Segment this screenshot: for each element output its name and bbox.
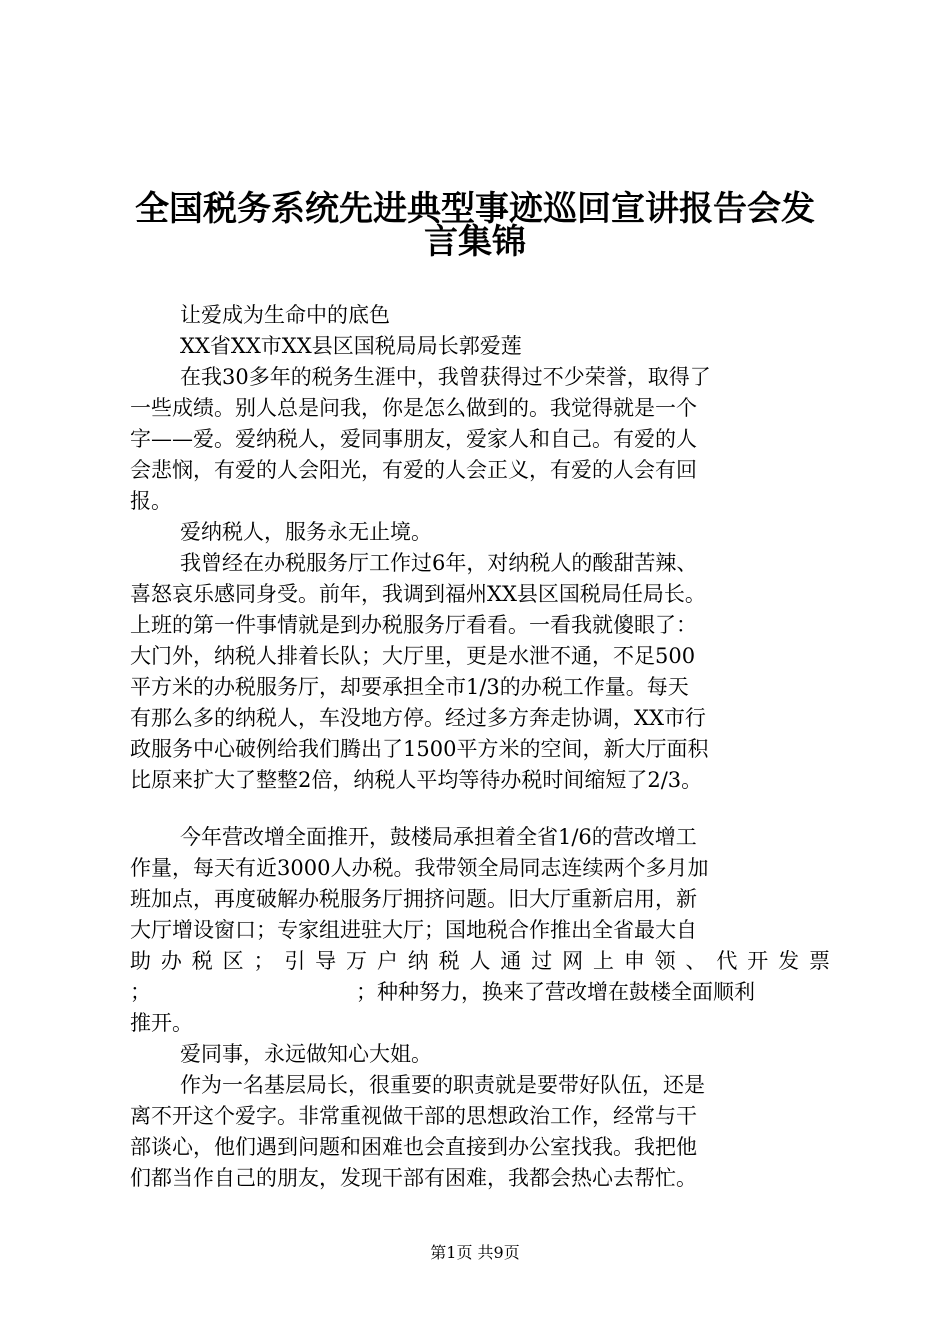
page-footer: 第1页 共9页 xyxy=(430,1243,520,1262)
subheading: 爱纳税人，服务永无止境。 xyxy=(180,520,432,544)
paragraph-line: 推开。 xyxy=(130,1011,193,1035)
document-title-line-1: 全国税务系统先进典型事迹巡回宣讲报告会发 xyxy=(135,189,815,229)
paragraph-line: 助办税区；引导万户纳税人通过网上申领、代开发票 xyxy=(130,949,830,973)
section-heading: 让爱成为生命中的底色 xyxy=(180,303,390,327)
paragraph-line: 离不开这个爱字。非常重视做干部的思想政治工作，经常与干 xyxy=(130,1104,697,1128)
document-title-line-2: 言集锦 xyxy=(424,222,526,262)
paragraph-line: 班加点，再度破解办税服务厅拥挤问题。旧大厅重新启用，新 xyxy=(130,887,697,911)
paragraph-line: 有那么多的纳税人，车没地方停。经过多方奔走协调，XX市行 xyxy=(130,706,706,730)
paragraph-line: 喜怒哀乐感同身受。前年，我调到福州XX县区国税局任局长。 xyxy=(130,582,706,606)
paragraph-line: 部谈心，他们遇到问题和困难也会直接到办公室找我。我把他 xyxy=(130,1135,697,1159)
paragraph-line: 作量，每天有近3000人办税。我带领全局同志连续两个多月加 xyxy=(130,856,709,880)
paragraph-line: 我曾经在办税服务厅工作过6年，对纳税人的酸甜苦辣、 xyxy=(180,551,698,575)
paragraph-line: 比原来扩大了整整2倍，纳税人平均等待办税时间缩短了2/3。 xyxy=(130,768,703,792)
author-line: XX省XX市XX县区国税局局长郭爱莲 xyxy=(180,334,522,358)
paragraph-line: 一些成绩。别人总是问我，你是怎么做到的。我觉得就是一个 xyxy=(130,396,697,420)
paragraph-line: 今年营改增全面推开，鼓楼局承担着全省1/6的营改增工 xyxy=(180,825,697,849)
paragraph-line: 上班的第一件事情就是到办税服务厅看看。一看我就傻眼了： xyxy=(130,613,697,637)
blank-line xyxy=(130,796,830,822)
paragraph-line: 大厅增设窗口；专家组进驻大厅；国地税合作推出全省最大自 xyxy=(130,918,697,942)
paragraph-line: 会悲悯，有爱的人会阳光，有爱的人会正义，有爱的人会有回 xyxy=(130,458,697,482)
paragraph-line: 作为一名基层局长，很重要的职责就是要带好队伍，还是 xyxy=(180,1073,705,1097)
paragraph-line-split xyxy=(130,977,830,1008)
paragraph-line: 大门外，纳税人排着长队；大厅里，更是水泄不通，不足500 xyxy=(130,644,696,668)
semicolon-fragment: ； xyxy=(130,980,151,1004)
document-body xyxy=(130,300,830,1194)
paragraph-line: 们都当作自己的朋友，发现干部有困难，我都会热心去帮忙。 xyxy=(130,1166,697,1190)
paragraph-line: 在我30多年的税务生涯中，我曾获得过不少荣誉，取得了 xyxy=(180,365,711,389)
subheading: 爱同事，永远做知心大姐。 xyxy=(180,1042,432,1066)
paragraph-line: 字——爱。爱纳税人，爱同事朋友，爱家人和自己。有爱的人 xyxy=(130,427,697,451)
paragraph-fragment: ；种种努力，换来了营改增在鼓楼全面顺利 xyxy=(356,980,755,1004)
paragraph-line: 报。 xyxy=(130,489,172,513)
paragraph-line: 平方米的办税服务厅，却要承担全市1/3的办税工作量。每天 xyxy=(130,675,689,699)
paragraph-line: 政服务中心破例给我们腾出了1500平方米的空间，新大厅面积 xyxy=(130,737,709,761)
